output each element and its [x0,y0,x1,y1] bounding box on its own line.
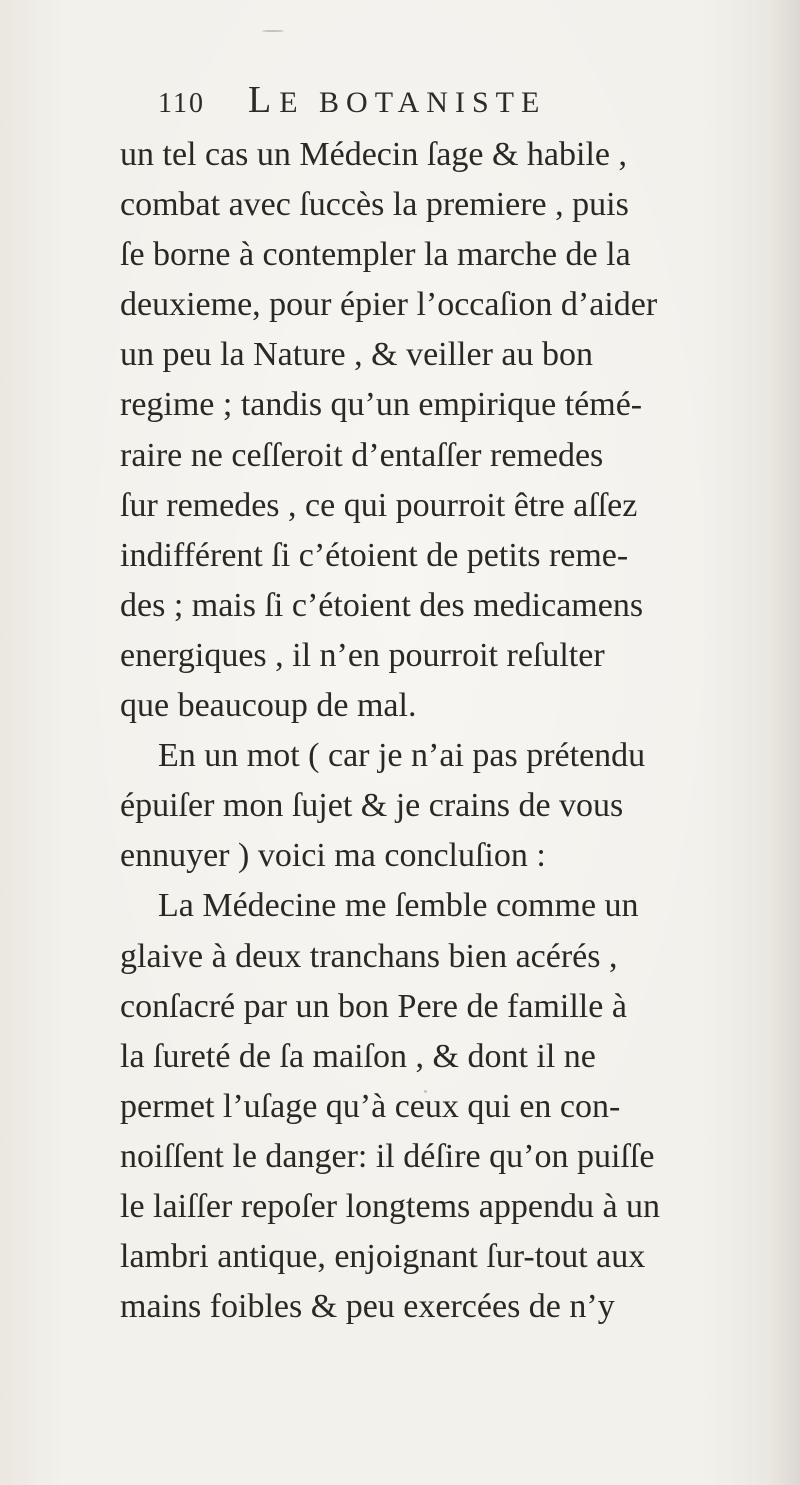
running-title-rest: E BOTANISTE [279,86,547,119]
text-line: la ſureté de ſa maiſon , & dont il ne [120,1037,596,1075]
paragraph-start-line: La Médecine me ſemble comme un [158,887,639,925]
text-line: ſe borne à contempler la marche de la [120,236,631,274]
text-line: deuxieme, pour épier l’occaſion d’aider [120,286,658,324]
text-line: des ; mais ſi c’étoient des medicamens [120,586,644,624]
text-line: mains foibles & peu exercées de n’y [120,1288,615,1326]
text-line: regime ; tandis qu’un empirique témé- [120,386,643,424]
text-line: que beaucoup de mal. [120,687,417,725]
page-header [158,78,628,126]
running-title [248,78,546,122]
page-number: 110 [158,88,205,119]
body-text [120,130,800,1332]
text-line: un peu la Nature , & veiller au bon [120,336,594,374]
text-line: permet l’uſage qu’à ceux qui en con- [120,1087,621,1125]
text-line: le laiſſer repoſer longtems appendu à un [120,1187,661,1225]
paper-fleck [262,30,284,32]
text-line: ennuyer ) voici ma concluſion : [120,837,546,875]
text-line: un tel cas un Médecin ſage & habile , [120,136,627,173]
paragraph-start-line: En un mot ( car je n’ai pas prétendu [158,737,646,775]
text-line: glaive à deux tranchans bien acérés , [120,937,618,975]
text-line: ſur remedes , ce qui pourroit être aſſez [120,486,638,524]
text-line: lambri antique, enjoignant ſur-tout aux [120,1238,646,1276]
text-line: indifférent ſi c’étoient de petits reme- [120,536,629,574]
text-line: conſacré par un bon Pere de famille à [120,987,627,1025]
running-title-initial: L [248,79,280,121]
paper-fleck [424,1090,427,1093]
text-line: raire ne ceſſeroit d’entaſſer remedes [120,436,604,474]
text-line: noiſſent le danger: il déſire qu’on puiſſe [120,1137,655,1175]
text-line: combat avec ſuccès la premiere , puis [120,186,629,224]
text-line: energiques , il n’en pourroit reſulter [120,636,605,674]
text-line: épuiſer mon ſujet & je crains de vous [120,787,624,825]
